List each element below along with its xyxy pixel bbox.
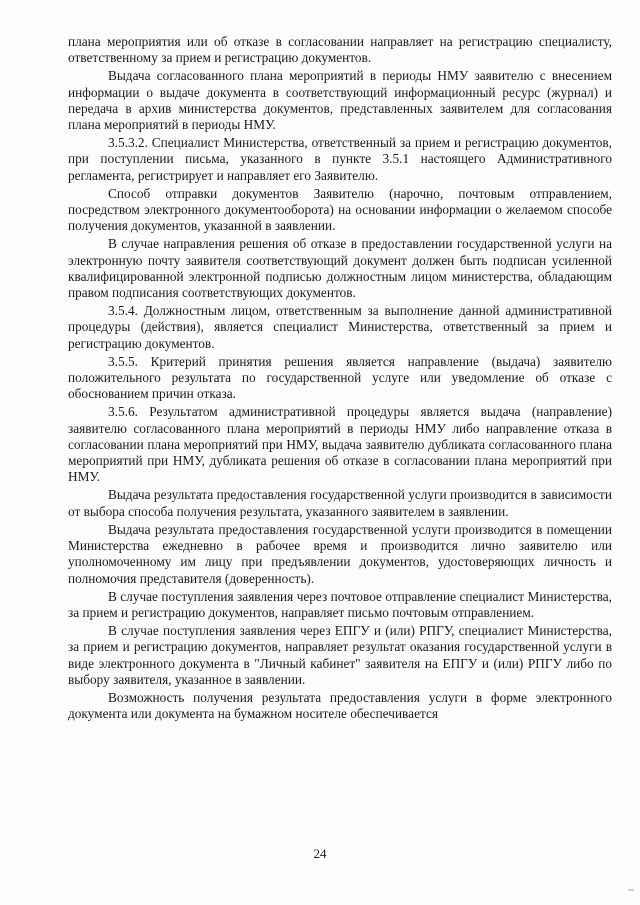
paragraph-3-5-6: 3.5.6. Результатом административной процедуры является выдача (направление) заявителю согласованного плана мероприятий в периоды НМУ либо направление отказа в согласовании плана мероприятий при НМУ, выдача заявителю дубликата согласованного плана мероприятий при НМУ, дубликата решения об отказе в согласовании плана мероприятий при НМУ. [68, 404, 612, 485]
scan-artifact [628, 889, 634, 891]
paragraph-3-5-5: 3.5.5. Критерий принятия решения является направление (выдача) заявителю положительного результата по государственной услуге или уведомление об отказе с обоснованием причин отказа. [68, 353, 612, 402]
paragraph-3-5-3-2: 3.5.3.2. Специалист Министерства, ответственный за прием и регистрацию документов, при поступлении письма, указанного в пункте 3.5.1 настоящего Административного регламента, регистрирует и направляет его Заявителю. [68, 135, 612, 183]
paragraph-3-5-4: 3.5.4. Должностным лицом, ответственным за выполнение данной административной процедуры (действия), является специалист Министерства, ответственный за прием и регистрацию документов. [68, 303, 612, 351]
paragraph-electronic-refusal: В случае направления решения об отказе в предоставлении государственной услуги на электронную почту заявителя соответствующий документ должен быть подписан усиленной квалифицированной электронной подписью должностным лицом министерства, обладающим правом подписания соответствующих документов. [68, 236, 612, 301]
paragraph-delivery-method: Способ отправки документов Заявителю (нарочно, почтовым отправлением, посредством электронного документооборота) на основании информации о желаемом способе получения документов, указанной в заявлении. [68, 185, 612, 234]
paragraph-in-person-issuance: Выдача результата предоставления государственной услуги производится в помещении Министерства ежедневно в рабочее время и производится лично заявителю или уполномоченному им лицу при предъявлении документов, удостоверяющих личность и полномочия представителя (доверенность). [68, 521, 612, 586]
paragraph-electronic-or-paper: Возможность получения результата предоставления услуги в форме электронного документа или документа на бумажном носителе обеспечивается [68, 689, 612, 722]
paragraph-epgu-rpgu: В случае поступления заявления через ЕПГУ и (или) РПГУ, специалист Министерства, за прием и регистрацию документов, направляет результат оказания государственной услуги в виде электронного документа в "Личный кабинет" заявителя на ЕПГУ и (или) РПГУ либо по выбору заявителя, указанное в заявлении. [68, 623, 612, 687]
document-body [68, 34, 612, 724]
page-number: 24 [313, 846, 327, 861]
paragraph-issuance-nmu: Выдача согласованного плана мероприятий в периоды НМУ заявителю с внесением информации о выдаче документа в соответствующий информационный ресурс (журнал) и передача в архив министерства документов, представленных заявителем для согласования плана мероприятий в периоды НМУ. [68, 68, 612, 133]
paragraph-postal: В случае поступления заявления через почтовое отправление специалист Министерства, за прием и регистрацию документов, направляет письмо почтовым отправлением. [68, 588, 612, 620]
paragraph-continuation: плана мероприятия или об отказе в согласовании направляет на регистрацию специалисту, ответственному за прием и регистрацию документов. [68, 34, 612, 66]
paragraph-result-by-method: Выдача результата предоставления государственной услуги производится в зависимости от выбора способа получения результата, указанного заявителем в заявлении. [68, 487, 612, 519]
